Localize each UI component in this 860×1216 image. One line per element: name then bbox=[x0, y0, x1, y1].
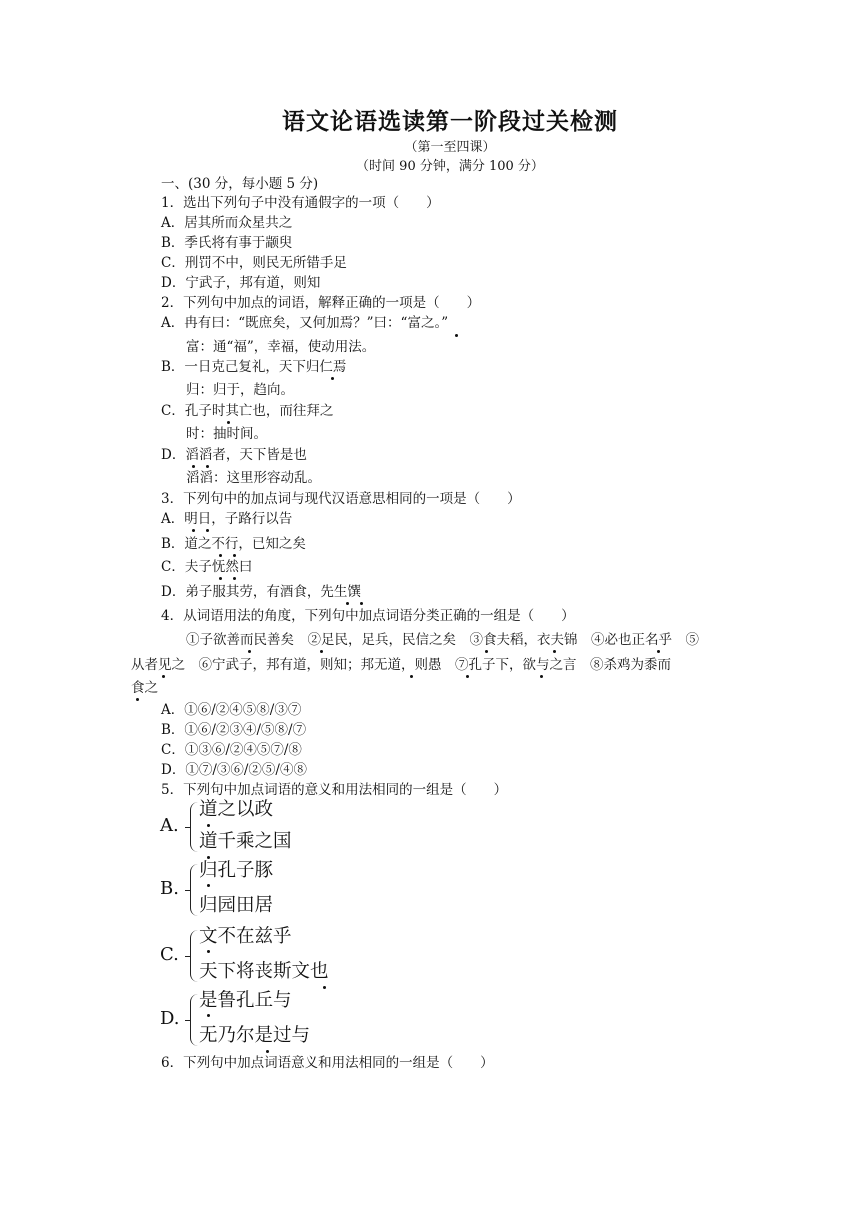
emphasis-dot bbox=[207, 950, 210, 953]
q5-option-d-label: D. bbox=[160, 1008, 180, 1029]
q3-option-a: A．明日，子路行以告 bbox=[161, 511, 293, 527]
q4-items-line3: 食之 bbox=[131, 680, 158, 696]
q5-option-c-line2: 天下将丧斯文也 bbox=[199, 961, 329, 982]
brace bbox=[190, 930, 199, 982]
q5-option-a-line2: 道千乘之国 bbox=[199, 831, 292, 852]
subtitle-time-score: （时间 90 分钟，满分 100 分） bbox=[356, 159, 544, 174]
emphasis-dot bbox=[485, 650, 488, 653]
q1-option-c: C．刑罚不中，则民无所错手足 bbox=[161, 255, 347, 271]
emphasis-dot bbox=[233, 577, 236, 580]
q4-option-c: C．①③⑥/②④⑤⑦/⑧ bbox=[161, 742, 302, 758]
q5-option-b-line1: 归孔子豚 bbox=[199, 860, 274, 881]
emphasis-dot bbox=[346, 602, 349, 605]
q3-option-d: D．弟子服其劳，有酒食，先生馔 bbox=[161, 584, 361, 600]
q5-option-b-label: B. bbox=[160, 878, 179, 899]
q3-option-c: C．夫子怃然曰 bbox=[161, 559, 253, 575]
emphasis-dot bbox=[331, 377, 334, 380]
emphasis-dot bbox=[207, 1014, 210, 1017]
brace bbox=[190, 802, 199, 852]
q5-option-d-line1: 是鲁孔丘与 bbox=[199, 990, 292, 1011]
q1-option-b: B．季氏将有事于颛臾 bbox=[161, 235, 293, 251]
q2-option-b-note: 归：归于，趋向。 bbox=[186, 382, 294, 398]
emphasis-dot bbox=[162, 675, 165, 678]
emphasis-dot bbox=[136, 698, 139, 701]
q5-option-c-label: C. bbox=[160, 944, 179, 965]
q2-option-b: B．一日克己复礼，天下归仁焉 bbox=[161, 359, 347, 375]
emphasis-dot bbox=[410, 675, 413, 678]
emphasis-dot bbox=[360, 602, 363, 605]
q2-option-a-note: 富：通“福”，幸福，使动用法。 bbox=[186, 339, 376, 355]
q1-option-d: D．宁武子，邦有道，则知 bbox=[161, 275, 321, 291]
q3-stem: 3．下列句中的加点词与现代汉语意思相同的一项是（ ） bbox=[161, 491, 521, 507]
emphasis-dot bbox=[206, 529, 209, 532]
emphasis-dot bbox=[233, 554, 236, 557]
q4-option-a: A．①⑥/②④⑤⑧/③⑦ bbox=[161, 702, 302, 718]
q2-stem: 2．下列句中加点的词语，解释正确的一项是（ ） bbox=[161, 295, 481, 311]
emphasis-dot bbox=[455, 334, 458, 337]
q4-stem: 4．从词语用法的角度，下列句中加点词语分类正确的一组是（ ） bbox=[161, 608, 575, 624]
q4-items-line2: 从者见之 ⑥宁武子，邦有道，则知；邦无道，则愚 ⑦孔子下，欲与之言 ⑧杀鸡为黍而 bbox=[131, 657, 671, 673]
emphasis-dot bbox=[207, 884, 210, 887]
q2-option-c-note: 时：抽时间。 bbox=[186, 426, 267, 442]
emphasis-dot bbox=[266, 1050, 269, 1053]
q1-option-a: A．居其所而众星共之 bbox=[161, 215, 293, 231]
q2-option-a: A．冉有曰：“既庶矣，又何加焉？”曰：“富之。” bbox=[161, 315, 449, 331]
emphasis-dot bbox=[248, 650, 251, 653]
emphasis-dot bbox=[207, 824, 210, 827]
q6-stem: 6．下列句中加点词语意义和用法相同的一组是（ ） bbox=[161, 1055, 494, 1071]
emphasis-dot bbox=[192, 529, 195, 532]
section-heading: 一、(30 分，每小题 5 分) bbox=[161, 176, 319, 192]
emphasis-dot bbox=[206, 465, 209, 468]
q5-option-d-line2: 无乃尔是过与 bbox=[199, 1025, 311, 1046]
q5-option-a-line1: 道之以政 bbox=[199, 799, 274, 820]
emphasis-dot bbox=[219, 577, 222, 580]
q5-stem: 5．下列句中加点词语的意义和用法相同的一组是（ ） bbox=[161, 782, 508, 798]
q4-items-line1: ①子欲善而民善矣 ②足民，足兵，民信之矣 ③食夫稻，衣夫锦 ④必也正名乎 ⑤ bbox=[186, 632, 699, 648]
q1-stem: 1．选出下列句子中没有通假字的一项（ ） bbox=[161, 195, 440, 211]
emphasis-dot bbox=[323, 986, 326, 989]
emphasis-dot bbox=[320, 650, 323, 653]
q5-option-b-line2: 归园田居 bbox=[199, 895, 274, 916]
emphasis-dot bbox=[466, 675, 469, 678]
emphasis-dot bbox=[657, 650, 660, 653]
q3-option-b: B．道之不行，已知之矣 bbox=[161, 536, 306, 552]
subtitle-lessons: （第一至四课） bbox=[404, 140, 496, 155]
brace bbox=[190, 994, 199, 1046]
emphasis-dot bbox=[192, 465, 195, 468]
q5-option-c-line1: 文不在兹乎 bbox=[199, 926, 292, 947]
q4-option-d: D．①⑦/③⑥/②⑤/④⑧ bbox=[161, 762, 307, 778]
emphasis-dot bbox=[219, 554, 222, 557]
q2-option-d: D．滔滔者，天下皆是也 bbox=[161, 447, 307, 463]
q2-option-d-note: 滔滔：这里形容动乱。 bbox=[186, 470, 321, 486]
emphasis-dot bbox=[540, 675, 543, 678]
emphasis-dot bbox=[553, 650, 556, 653]
q4-option-b: B．①⑥/②③④/⑤⑧/⑦ bbox=[161, 722, 307, 738]
emphasis-dot bbox=[227, 421, 230, 424]
q2-option-c: C．孔子时其亡也，而往拜之 bbox=[161, 403, 334, 419]
brace bbox=[190, 864, 199, 916]
page-title: 语文论语选读第一阶段过关检测 bbox=[282, 109, 618, 135]
q5-option-a-label: A. bbox=[160, 815, 179, 836]
